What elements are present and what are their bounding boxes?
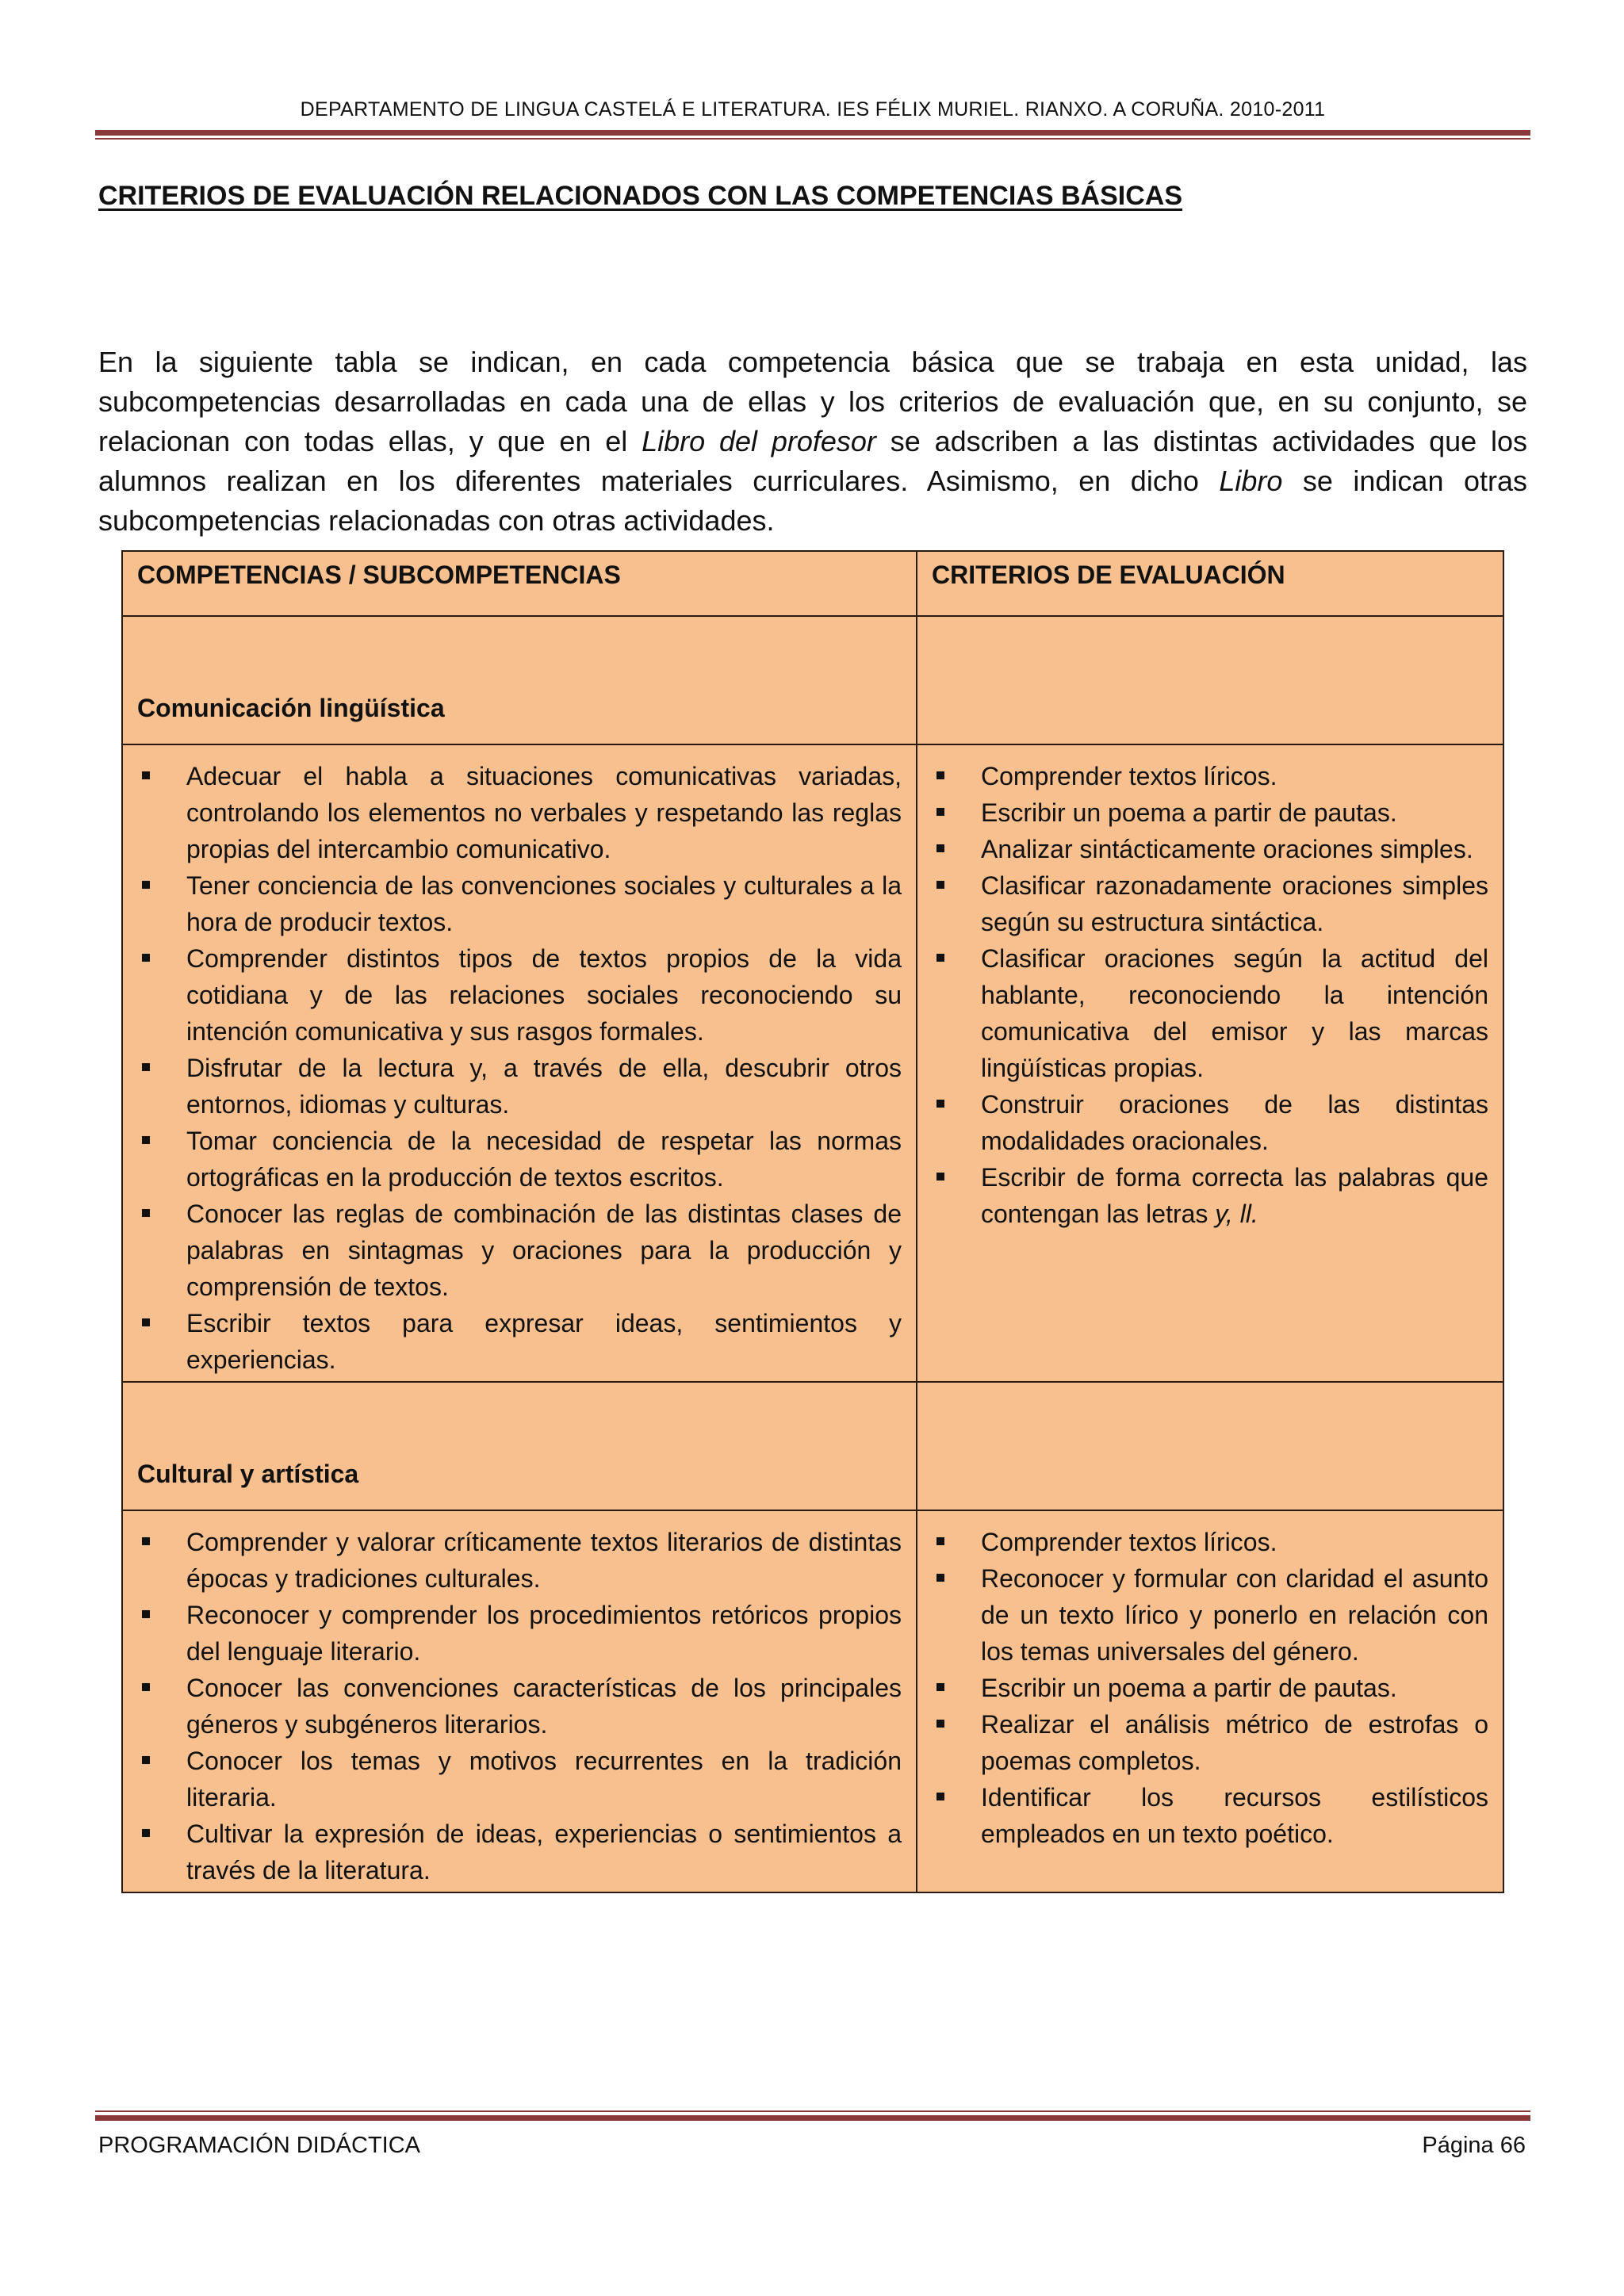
list-item: Comprender distintos tipos de textos propios de la vida cotidiana y de las relaciones sociales reconociendo su intención comunicativa y sus rasgos formales. — [137, 940, 902, 1050]
footer-rule-thin — [95, 2110, 1530, 2112]
section-title-comunicacion: Comunicación lingüística — [137, 694, 445, 722]
section-title-cultural: Cultural y artística — [137, 1460, 359, 1488]
list-item: Conocer las convenciones características de los principales géneros y subgéneros literarios. — [137, 1670, 902, 1743]
header-rule-thick — [95, 130, 1530, 136]
subcompetencias-list — [123, 1511, 916, 1892]
intro-paragraph — [98, 342, 1527, 541]
criterios-list — [917, 1511, 1503, 1855]
list-item: Conocer las reglas de combinación de las distintas clases de palabras en sintagmas y oraciones para la producción y comprensión de textos. — [137, 1196, 902, 1305]
table-header-row — [122, 551, 1503, 616]
footer-rule-thick — [95, 2115, 1530, 2121]
list-item: Escribir un poema a partir de pautas. — [932, 1670, 1488, 1706]
intro-text-1: En la siguiente tabla se indican, en cada competencia básica que se trabaja en esta unidad, las subcompetencias desarrolladas en cada una de ellas y los criterios de evaluación que, en su conjunto, se relacionan con todas ellas, y que en el — [98, 346, 1527, 457]
section-row-comunicacion — [122, 616, 1503, 744]
criterios-list — [917, 745, 1503, 1235]
list-item: Analizar sintácticamente oraciones simples. — [932, 831, 1488, 867]
criterio-text: Escribir de forma correcta las palabras que contengan las letras — [981, 1163, 1488, 1228]
section-empty-cell — [917, 1382, 1503, 1510]
list-item: Cultivar la expresión de ideas, experiencias o sentimientos a través de la literatura. — [137, 1816, 902, 1888]
list-item: Comprender textos líricos. — [932, 1524, 1488, 1560]
page-title: CRITERIOS DE EVALUACIÓN RELACIONADOS CON LAS COMPETENCIAS BÁSICAS — [98, 181, 1183, 211]
intro-italic-1: Libro del profesor — [642, 425, 876, 457]
content-row-cultural — [122, 1510, 1503, 1892]
header-cell-criterios — [917, 551, 1503, 616]
list-item: Construir oraciones de las distintas modalidades oracionales. — [932, 1086, 1488, 1159]
list-item: Realizar el análisis métrico de estrofas o poemas completos. — [932, 1706, 1488, 1779]
subcompetencias-list — [123, 745, 916, 1381]
criterio-italic: y, ll. — [1215, 1200, 1258, 1228]
list-item: Disfrutar de la lectura y, a través de ella, descubrir otros entornos, idiomas y culturas. — [137, 1050, 902, 1123]
list-item: Comprender y valorar críticamente textos literarios de distintas épocas y tradiciones culturales. — [137, 1524, 902, 1597]
list-item: Conocer los temas y motivos recurrentes en la tradición literaria. — [137, 1743, 902, 1816]
list-item: Reconocer y formular con claridad el asunto de un texto lírico y ponerlo en relación con los temas universales del género. — [932, 1560, 1488, 1670]
list-item: Identificar los recursos estilísticos empleados en un texto poético. — [932, 1779, 1488, 1852]
list-item: Escribir un poema a partir de pautas. — [932, 794, 1488, 831]
section-row-cultural — [122, 1382, 1503, 1510]
list-item: Comprender textos líricos. — [932, 758, 1488, 794]
subcompetencias-cell — [122, 744, 917, 1382]
col1-header: COMPETENCIAS / SUBCOMPETENCIAS — [137, 561, 621, 589]
header-cell-competencias — [122, 551, 917, 616]
list-item: Reconocer y comprender los procedimientos retóricos propios del lenguaje literario. — [137, 1597, 902, 1670]
footer-left: PROGRAMACIÓN DIDÁCTICA — [98, 2133, 421, 2158]
list-item: Tomar conciencia de la necesidad de respetar las normas ortográficas en la producción de textos escritos. — [137, 1123, 902, 1196]
criteria-table — [121, 550, 1504, 1893]
header-rule-thin — [95, 138, 1530, 140]
criterios-cell — [917, 1510, 1503, 1892]
col2-header: CRITERIOS DE EVALUACIÓN — [932, 561, 1285, 589]
header-text: DEPARTAMENTO DE LINGUA CASTELÁ E LITERATURA. IES FÉLIX MURIEL. RIANXO. A CORUÑA. 2010-2011 — [300, 98, 1326, 121]
section-title-cell — [122, 1382, 917, 1510]
intro-text-2: se adscriben a las distintas actividades que los alumnos realizan en los diferentes materiales curriculares. Asimismo, en dicho — [98, 425, 1527, 497]
list-item: Clasificar oraciones según la actitud del hablante, reconociendo la intención comunicativa del emisor y las marcas lingüísticas propias. — [932, 940, 1488, 1086]
intro-text-3: se indican otras subcompetencias relacionadas con otras actividades. — [98, 465, 1527, 537]
subcompetencias-cell — [122, 1510, 917, 1892]
page-number: Página 66 — [1422, 2133, 1526, 2158]
list-item: Clasificar razonadamente oraciones simples según su estructura sintáctica. — [932, 867, 1488, 940]
section-empty-cell — [917, 616, 1503, 744]
list-item: Tener conciencia de las convenciones sociales y culturales a la hora de producir textos. — [137, 867, 902, 940]
content-row-comunicacion — [122, 744, 1503, 1382]
criterios-cell — [917, 744, 1503, 1382]
list-item: Escribir textos para expresar ideas, sentimientos y experiencias. — [137, 1305, 902, 1378]
intro-italic-2: Libro — [1219, 465, 1283, 497]
section-title-cell — [122, 616, 917, 744]
list-item — [932, 1159, 1488, 1232]
list-item: Adecuar el habla a situaciones comunicativas variadas, controlando los elementos no verbales y respetando las reglas propias del intercambio comunicativo. — [137, 758, 902, 867]
